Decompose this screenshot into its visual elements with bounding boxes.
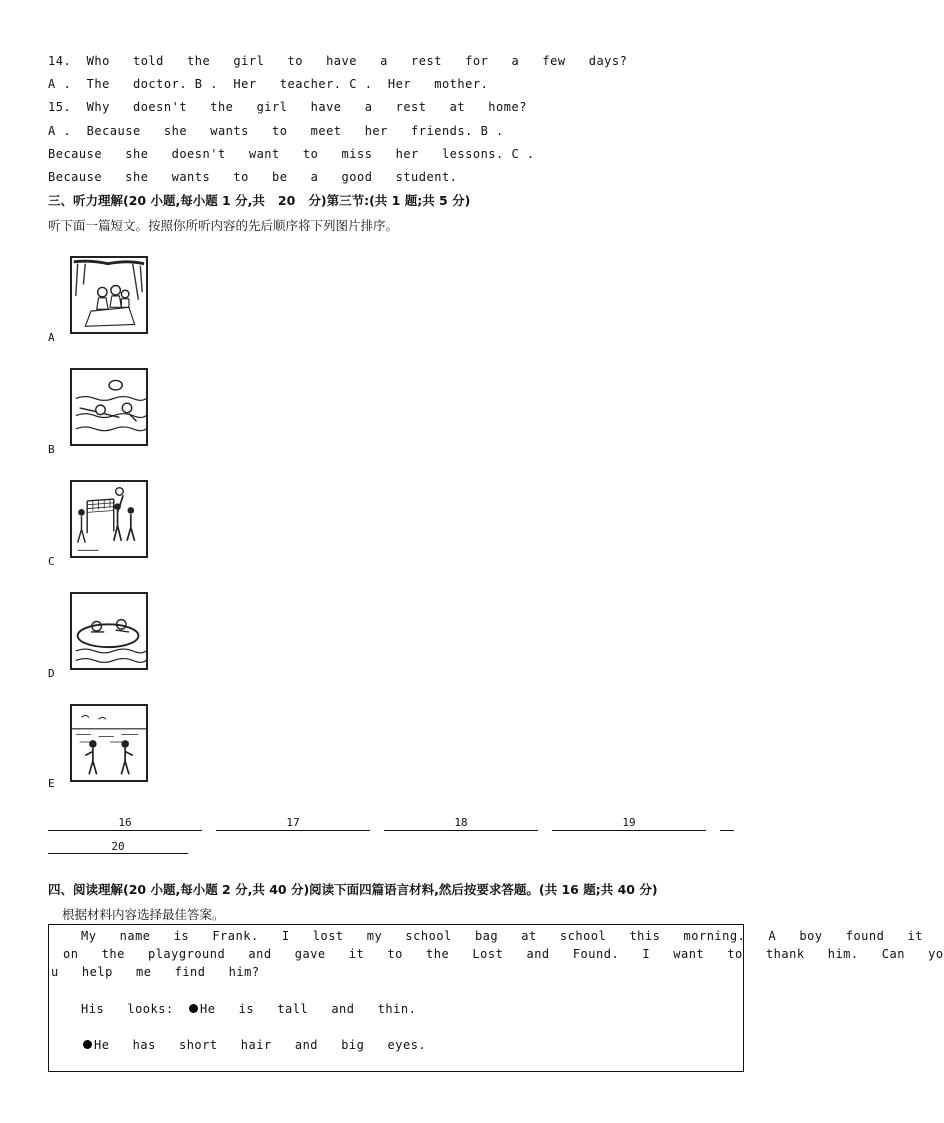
picture-label-c: C	[48, 555, 55, 568]
answer-blank-18-number: 18	[454, 816, 468, 829]
section-4-instruction: 根据材料内容选择最佳答案。	[62, 907, 225, 922]
looks-item-1-text: He is tall and thin.	[200, 1002, 417, 1016]
picnic-picture	[70, 256, 148, 334]
looks-label: His looks:	[81, 1002, 174, 1016]
boating-picture	[70, 592, 148, 670]
bullet-icon	[83, 1040, 92, 1049]
reading-passage-box	[48, 924, 944, 1072]
passage-line-3: u help me find him?	[51, 965, 260, 979]
swimming-picture	[70, 368, 148, 446]
question-15-options-line1: A . Because she wants to meet her friends. B .	[48, 124, 504, 138]
answer-blank-17[interactable]	[216, 830, 370, 831]
answer-blank-19-number: 19	[622, 816, 636, 829]
bullet-icon	[189, 1004, 198, 1013]
section-3-instruction: 听下面一篇短文。按照你所听内容的先后顺序将下列图片排序。	[48, 218, 399, 233]
volleyball-picture	[70, 480, 148, 558]
passage-line-1: My name is Frank. I lost my school bag at school this morning. A boy found it	[81, 929, 923, 943]
picture-label-d: D	[48, 667, 55, 680]
passage-line-2: on the playground and gave it to the Lost and Found. I want to thank him. Can yo	[63, 947, 944, 961]
question-14-options: A . The doctor. B . Her teacher. C . Her mother.	[48, 77, 489, 91]
answer-blank-19-tail	[720, 830, 734, 831]
answer-blank-18[interactable]	[384, 830, 538, 831]
picture-label-b: B	[48, 443, 55, 456]
beach-picture	[70, 704, 148, 782]
question-15-options-line2: Because she doesn't want to miss her lessons. C .	[48, 147, 535, 161]
answer-blank-16-number: 16	[118, 816, 132, 829]
question-15: 15. Why doesn't the girl have a rest at home?	[48, 100, 527, 114]
looks-item-2-text: He has short hair and big eyes.	[94, 1038, 427, 1052]
answer-blank-17-number: 17	[286, 816, 300, 829]
answer-blank-16[interactable]	[48, 830, 202, 831]
question-15-options-line3: Because she wants to be a good student.	[48, 170, 458, 184]
answer-blank-20-number: 20	[111, 840, 125, 853]
section-4-heading: 四、阅读理解(20 小题,每小题 2 分,共 40 分)阅读下面四篇语言材料,然后按要求答题。(共 16 题;共 40 分)	[48, 882, 658, 897]
picture-label-a: A	[48, 331, 55, 344]
answer-blank-19[interactable]	[552, 830, 706, 831]
looks-item-1	[189, 1002, 416, 1016]
question-14: 14. Who told the girl to have a rest for a few days?	[48, 54, 628, 68]
looks-item-2	[83, 1038, 426, 1052]
section-3-heading: 三、听力理解(20 小题,每小题 1 分,共 20 分)第三节:(共 1 题;共 5 分)	[48, 193, 471, 208]
picture-label-e: E	[48, 777, 55, 790]
answer-blank-20[interactable]	[48, 853, 188, 854]
